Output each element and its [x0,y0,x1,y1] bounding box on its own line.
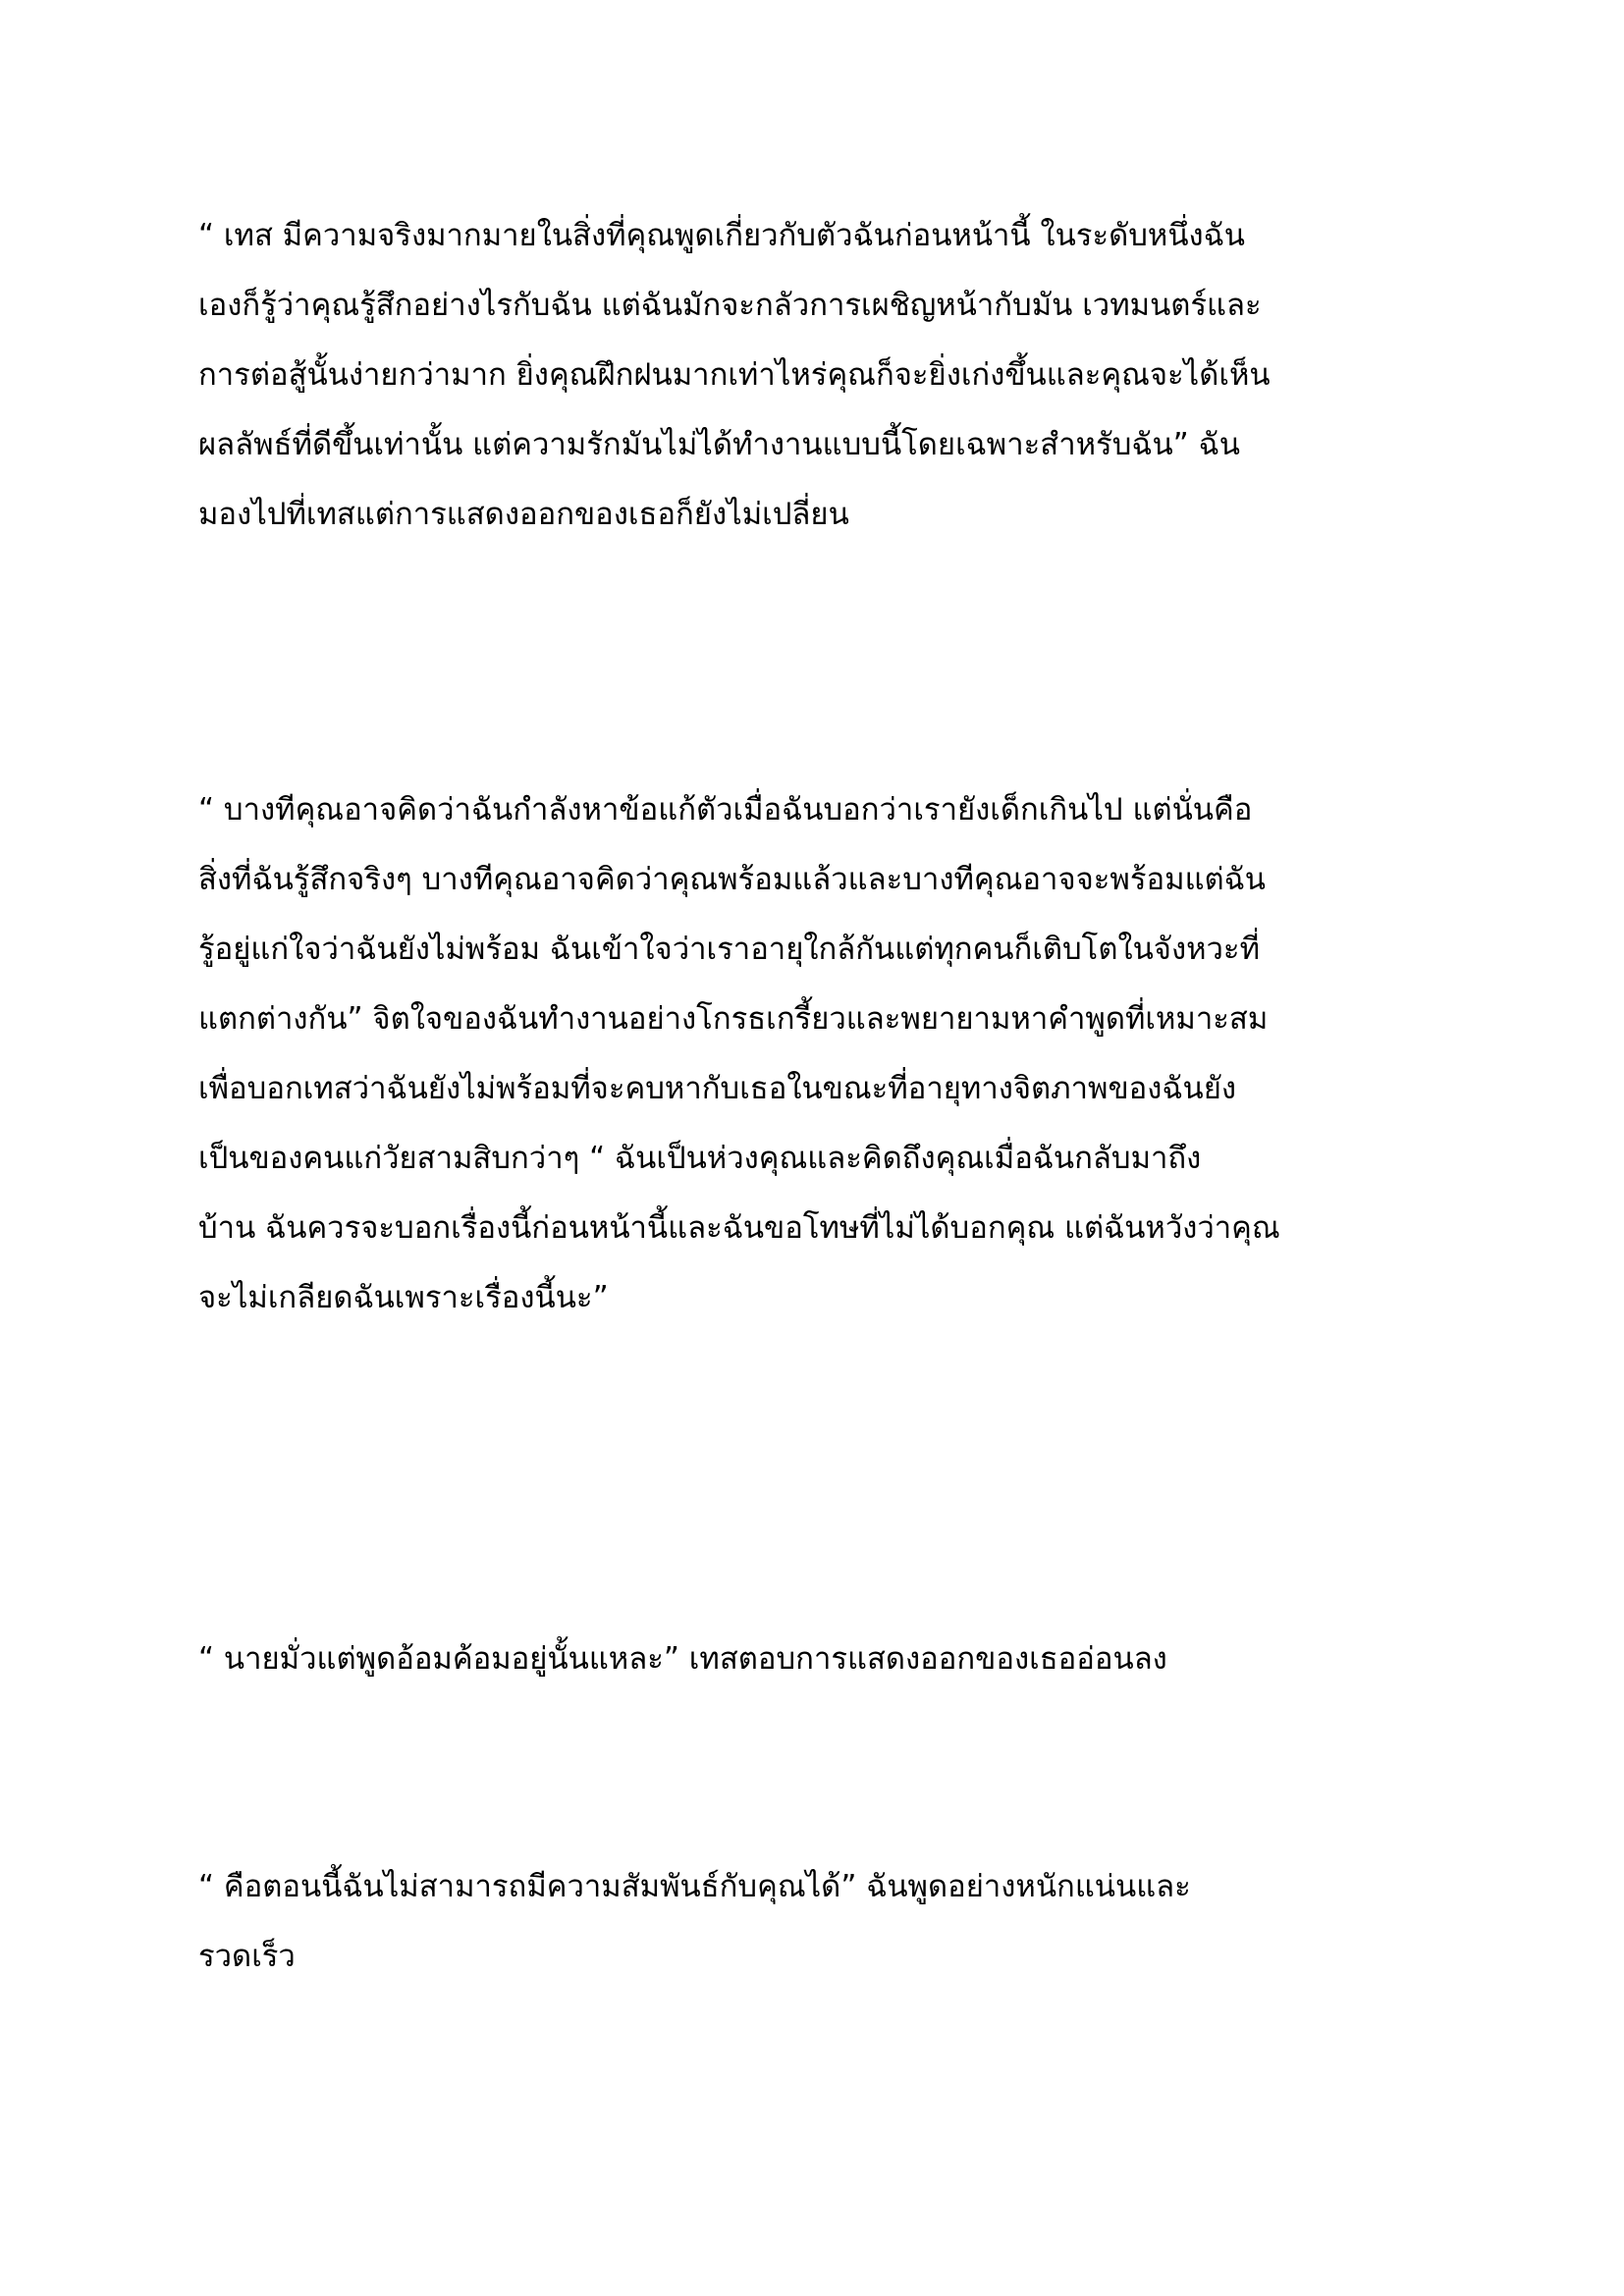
text-line: สิ่งที่ฉันรู้สึกจริงๆ บางทีคุณอาจคิดว่าคุณพร้อมแล้วและบางทีคุณอาจจะพร้อมแต่ฉัน [198,862,1266,897]
text-line: “ นายมั่วแต่พูดอ้อมค้อมอยู่นั้นแหละ” เทสตอบการแสดงออกของเธออ่อนลง [198,1641,1167,1677]
paragraph-4 [198,1852,1435,1992]
text-line: “ บางทีคุณอาจคิดว่าฉันกำลังหาข้อแก้ตัวเมื่อฉันบอกว่าเรายังเด็กเกินไป แต่นั่นคือ [198,792,1253,828]
text-line: “ คือตอนนี้ฉันไม่สามารถมีความสัมพันธ์กับคุณได้” ฉันพูดอย่างหนักแน่นและ [198,1869,1191,1904]
text-line: เพื่อบอกเทสว่าฉันยังไม่พร้อมที่จะคบหากับเธอในขณะที่อายุทางจิตภาพของฉันยัง [198,1071,1236,1106]
paragraph-3 [198,1625,1435,1694]
paragraph-1 [198,201,1435,550]
text-line: รู้อยู่แก่ใจว่าฉันยังไม่พร้อม ฉันเข้าใจว่าเราอายุใกล้กันแต่ทุกคนก็เติบโตในจังหวะที่ [198,932,1261,967]
text-line: จะไม่เกลียดฉันเพราะเรื่องนี้นะ” [198,1280,609,1315]
text-line: “ เทส มีความจริงมากมายในสิ่งที่คุณพูดเกี่ยวกับตัวฉันก่อนหน้านี้ ในระดับหนึ่งฉัน [198,218,1245,253]
text-line: เองก็รู้ว่าคุณรู้สึกอย่างไรกับฉัน แต่ฉันมักจะกลัวการเผชิญหน้ากับมัน เวทมนตร์และ [198,288,1262,323]
text-line: รวดเร็ว [198,1939,296,1974]
text-line: การต่อสู้นั้นง่ายกว่ามาก ยิ่งคุณฝึกฝนมากเท่าไหร่คุณก็จะยิ่งเก่งขึ้นและคุณจะได้เห็น [198,357,1271,393]
text-line: เป็นของคนแก่วัยสามสิบกว่าๆ “ ฉันเป็นห่วงคุณและคิดถึงคุณเมื่อฉันกลับมาถึง [198,1141,1202,1176]
text-line: บ้าน ฉันควรจะบอกเรื่องนี้ก่อนหน้านี้และฉันขอโทษที่ไม่ได้บอกคุณ แต่ฉันหวังว่าคุณ [198,1210,1280,1246]
paragraph-2 [198,775,1435,1333]
text-line: แตกต่างกัน” จิตใจของฉันทำงานอย่างโกรธเกรี้ยวและพยายามหาคำพูดที่เหมาะสม [198,1001,1269,1037]
text-line: ผลลัพธ์ที่ดีขึ้นเท่านั้น แต่ความรักมันไม่ได้ทำงานแบบนี้โดยเฉพาะสำหรับฉัน” ฉัน [198,427,1240,462]
text-line: มองไปที่เทสแต่การแสดงออกของเธอก็ยังไม่เปลี่ยน [198,497,849,532]
